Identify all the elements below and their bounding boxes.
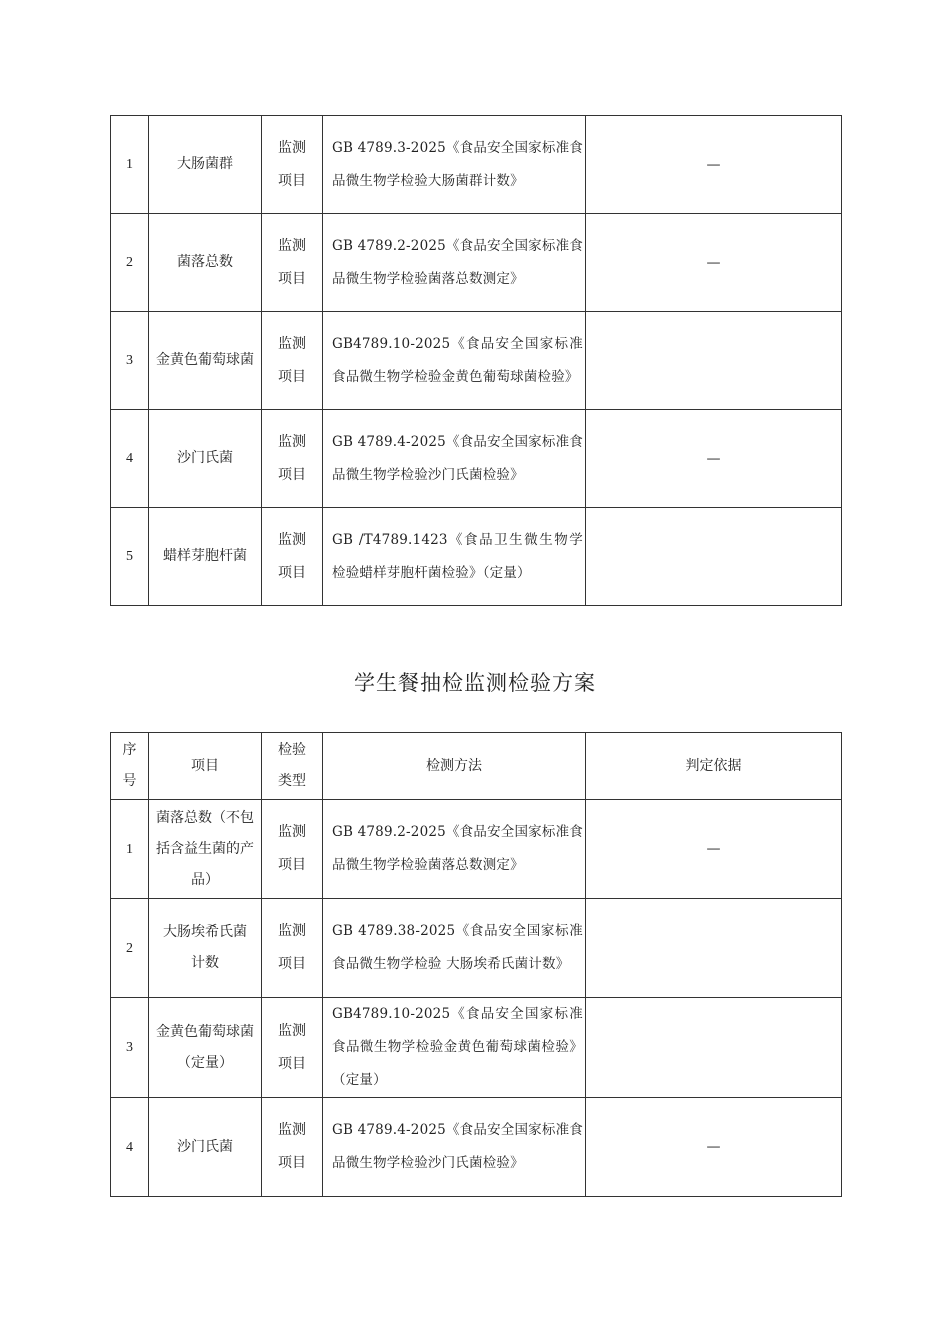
header-method: 检测方法 [323, 733, 586, 800]
test-method: GB4789.10-2025《食品安全国家标准食品微生物学检验金黄色葡萄球菌检验》（定量） [323, 998, 586, 1098]
table-header-row [111, 733, 842, 800]
judgment-basis [586, 508, 842, 606]
test-method: GB4789.10-2025《食品安全国家标准食品微生物学检验金黄色葡萄球菌检验》 [323, 312, 586, 410]
table-row [111, 312, 842, 410]
test-type: 监测项目 [262, 312, 323, 410]
test-type: 监测项目 [262, 214, 323, 312]
table-row [111, 1098, 842, 1197]
test-method: GB /T4789.1423《食品卫生微生物学检验蜡样芽胞杆菌检验》（定量） [323, 508, 586, 606]
header-item: 项目 [149, 733, 262, 800]
judgment-basis: — [586, 214, 842, 312]
judgment-basis [586, 998, 842, 1098]
test-item: 金黄色葡萄球菌 [149, 312, 262, 410]
test-item: 金黄色葡萄球菌（定量） [149, 998, 262, 1098]
test-item: 大肠菌群 [149, 116, 262, 214]
section-title: 学生餐抽检监测检验方案 [354, 671, 596, 695]
header-no: 序号 [111, 733, 149, 800]
table-row [111, 116, 842, 214]
test-method: GB 4789.4-2025《食品安全国家标准食品微生物学检验沙门氏菌检验》 [323, 410, 586, 508]
row-number: 4 [111, 410, 149, 508]
row-number: 5 [111, 508, 149, 606]
test-method: GB 4789.38-2025《食品安全国家标准食品微生物学检验 大肠埃希氏菌计数》 [323, 899, 586, 998]
judgment-basis: — [586, 410, 842, 508]
table-row [111, 410, 842, 508]
row-number: 3 [111, 312, 149, 410]
test-item: 大肠埃希氏菌计数 [149, 899, 262, 998]
test-method: GB 4789.3-2025《食品安全国家标准食品微生物学检验大肠菌群计数》 [323, 116, 586, 214]
row-number: 1 [111, 800, 149, 899]
test-item: 菌落总数 [149, 214, 262, 312]
table-row [111, 214, 842, 312]
table-row [111, 899, 842, 998]
test-method: GB 4789.2-2025《食品安全国家标准食品微生物学检验菌落总数测定》 [323, 800, 586, 899]
test-type: 监测项目 [262, 998, 323, 1098]
judgment-basis: — [586, 116, 842, 214]
test-method: GB 4789.4-2025《食品安全国家标准食品微生物学检验沙门氏菌检验》 [323, 1098, 586, 1197]
test-item: 沙门氏菌 [149, 1098, 262, 1197]
test-type: 监测项目 [262, 1098, 323, 1197]
judgment-basis: — [586, 800, 842, 899]
judgment-basis: — [586, 1098, 842, 1197]
row-number: 3 [111, 998, 149, 1098]
test-item: 蜡样芽胞杆菌 [149, 508, 262, 606]
test-type: 监测项目 [262, 899, 323, 998]
test-type: 监测项目 [262, 800, 323, 899]
header-type: 检验类型 [262, 733, 323, 800]
test-plan-table-1 [110, 115, 842, 606]
test-type: 监测项目 [262, 410, 323, 508]
row-number: 4 [111, 1098, 149, 1197]
test-type: 监测项目 [262, 508, 323, 606]
test-item: 沙门氏菌 [149, 410, 262, 508]
judgment-basis [586, 312, 842, 410]
row-number: 2 [111, 899, 149, 998]
test-method: GB 4789.2-2025《食品安全国家标准食品微生物学检验菌落总数测定》 [323, 214, 586, 312]
row-number: 2 [111, 214, 149, 312]
table-row [111, 998, 842, 1098]
judgment-basis [586, 899, 842, 998]
table-row [111, 508, 842, 606]
test-item: 菌落总数（不包括含益生菌的产品） [149, 800, 262, 899]
table-row [111, 800, 842, 899]
test-type: 监测项目 [262, 116, 323, 214]
test-plan-table-2 [110, 732, 842, 1197]
row-number: 1 [111, 116, 149, 214]
header-basis: 判定依据 [586, 733, 842, 800]
